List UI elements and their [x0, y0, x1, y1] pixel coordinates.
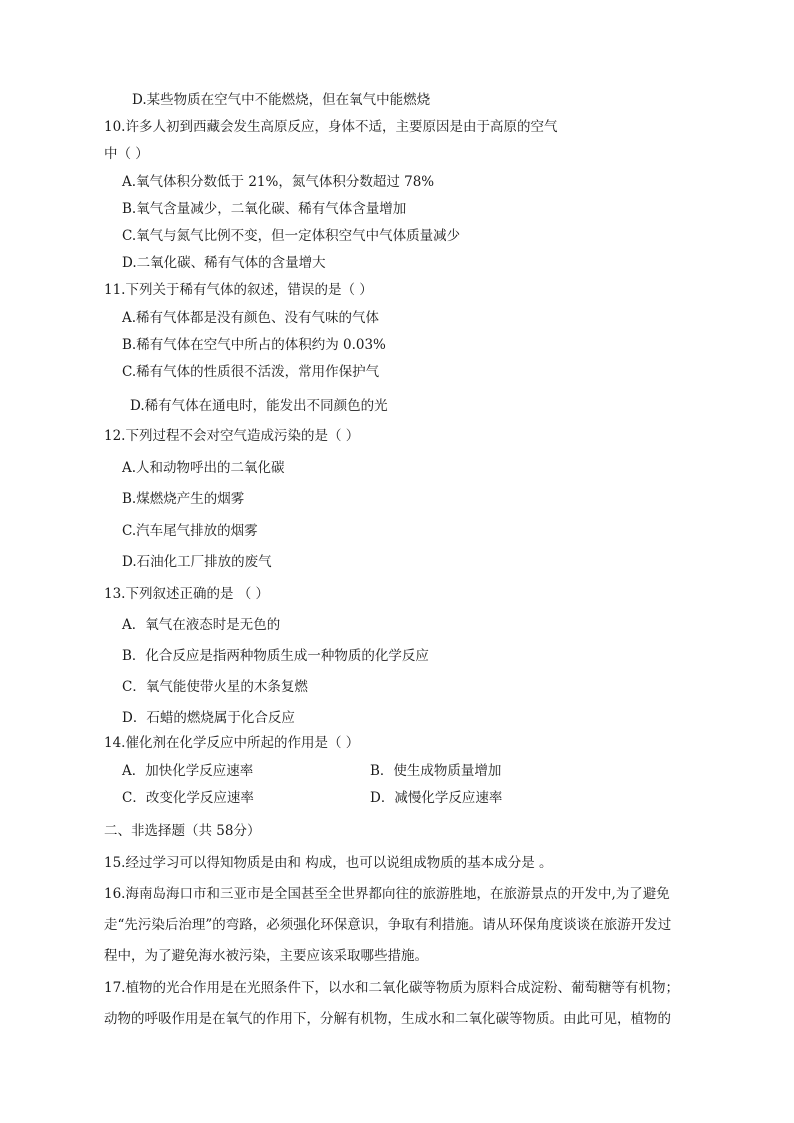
q12-stem: 12.下列过程不会对空气造成污染的是（ ） [104, 428, 360, 444]
q11-option-a: A.稀有气体都是没有颜色、没有气味的气体 [122, 310, 380, 326]
q13-stem: 13.下列叙述正确的是 （ ） [104, 586, 270, 602]
q13-option-d: D．石蜡的燃烧属于化合反应 [122, 710, 295, 726]
q10-stem: 10.许多人初到西藏会发生高原反应，身体不适，主要原因是由于高原的空气 [104, 119, 558, 135]
q14-stem: 14.催化剂在化学反应中所起的作用是（ ） [104, 735, 360, 751]
q13-option-a: A．氧气在液态时是无色的 [122, 617, 281, 633]
q14-option-d: D．减慢化学反应速率 [370, 790, 503, 806]
q10-option-d: D.二氧化碳、稀有气体的含量增大 [122, 255, 326, 271]
q17-stem: 17.植物的光合作用是在光照条件下，以水和二氧化碳等物质为原料合成淀粉、葡萄糖等有机物； [104, 980, 679, 996]
q11-option-d: D.稀有气体在通电时，能发出不同颜色的光 [130, 398, 388, 414]
q12-option-d: D.石油化工厂排放的废气 [122, 554, 272, 570]
q13-option-c: C．氧气能使带火星的木条复燃 [122, 679, 308, 695]
q10-option-a: A.氧气体积分数低于 21%，氮气体积分数超过 78% [122, 174, 435, 190]
q12-option-b: B.煤燃烧产生的烟雾 [122, 491, 245, 507]
q10-stem-cont: 中（ ） [104, 146, 149, 162]
q10-option-b: B.氧气含量减少，二氧化碳、稀有气体含量增加 [122, 201, 407, 217]
q11-option-c: C.稀有气体的性质很不活泼，常用作保护气 [122, 364, 380, 380]
q12-option-a: A.人和动物呼出的二氧化碳 [122, 460, 285, 476]
q11-option-b: B.稀有气体在空气中所占的体积约为 0.03% [122, 337, 386, 353]
q14-option-c: C．改变化学反应速率 [122, 790, 254, 806]
q16-stem: 16.海南岛海口市和三亚市是全国甚至全世界都向往的旅游胜地，在旅游景点的开发中,为了避免 [104, 886, 670, 902]
q14-option-a: A．加快化学反应速率 [122, 763, 254, 779]
q14-option-b: B．使生成物质量增加 [370, 763, 502, 779]
q17-stem-cont: 动物的呼吸作用是在氧气的作用下，分解有机物，生成水和二氧化碳等物质。由此可见，植物的 [104, 1011, 671, 1027]
section-heading-non-choice: 二、非选择题（共 58分） [104, 823, 261, 839]
q13-option-b: B．化合反应是指两种物质生成一种物质的化学反应 [122, 648, 429, 664]
q15-stem: 15.经过学习可以得知物质是由和 构成，也可以说组成物质的基本成分是 。 [104, 855, 553, 871]
q12-option-c: C.汽车尾气排放的烟雾 [122, 523, 258, 539]
q16-stem-cont-2: 程中，为了避免海水被污染，主要应该采取哪些措施。 [104, 948, 428, 964]
q11-stem: 11.下列关于稀有气体的叙述，错误的是（ ） [104, 282, 373, 298]
q16-stem-cont-1: 走“先污染后治理”的弯路，必须强化环保意识，争取有利措施。请从环保角度谈谈在旅游开发过 [104, 917, 672, 933]
q10-option-c: C.氧气与氮气比例不变，但一定体积空气中气体质量减少 [122, 228, 461, 244]
q9-option-d: D.某些物质在空气中不能燃烧，但在氧气中能燃烧 [132, 92, 431, 108]
